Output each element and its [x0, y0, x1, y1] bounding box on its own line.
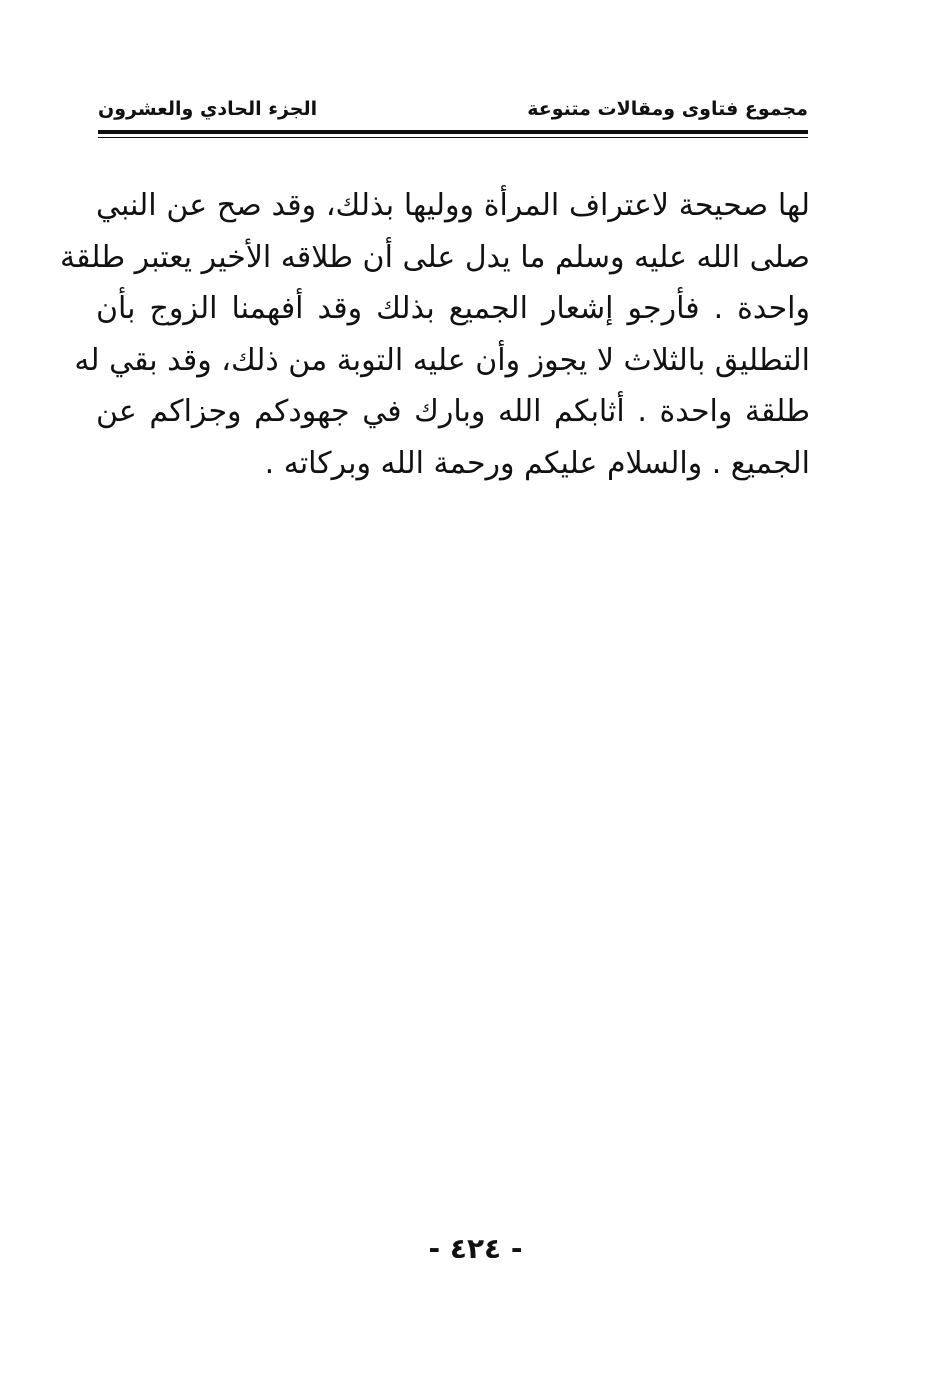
text-line: واحدة . فأرجو إشعار الجميع بذلك وقد أفهمنا الزوج بأن: [96, 291, 810, 326]
text-line: لها صحيحة لاعتراف المرأة ووليها بذلك، وقد صح عن النبي: [96, 188, 810, 223]
page-number: - ٤٢٤ -: [428, 1232, 523, 1265]
page-header: [98, 92, 808, 132]
text-line: صلى الله عليه وسلم ما يدل على أن طلاقه الأخير يعتبر طلقة: [60, 239, 810, 275]
header-rule-thick: [98, 130, 808, 134]
text-line: الجميع . والسلام عليكم ورحمة الله وبركاته .: [264, 445, 810, 481]
header-book-title: مجموع فتاوى ومقالات متنوعة: [527, 98, 808, 120]
text-line: التطليق بالثلاث لا يجوز وأن عليه التوبة من ذلك، وقد بقي له: [74, 342, 810, 378]
header-volume: الجزء الحادي والعشرون: [98, 98, 318, 120]
text-line: طلقة واحدة . أثابكم الله وبارك في جهودكم وجزاكم عن: [96, 394, 810, 429]
header-rule-thin: [98, 137, 808, 138]
body-text: [60, 180, 810, 489]
